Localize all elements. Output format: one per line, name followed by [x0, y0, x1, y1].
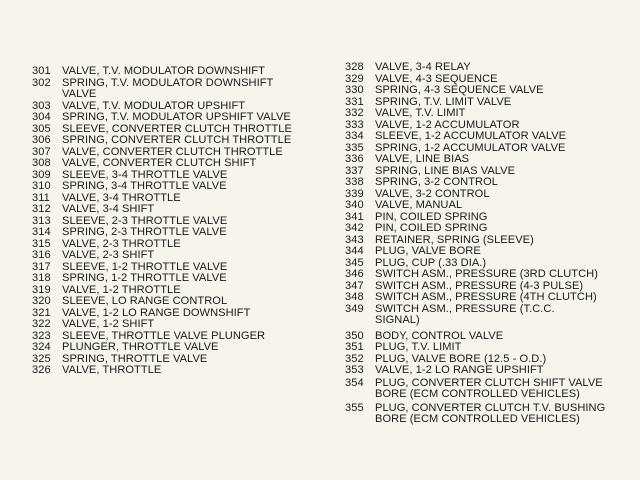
part-number: 339 [345, 187, 364, 200]
part-description [375, 403, 605, 426]
part-description-line: PIN, COILED SPRING [375, 210, 488, 223]
part-description [62, 227, 227, 239]
part-number: 310 [32, 180, 51, 192]
part-description-line: SWITCH ASM., PRESSURE (3RD CLUTCH) [375, 268, 598, 280]
part-description-line: BORE (ECM CONTROLLED VEHICLES) [375, 388, 580, 400]
part-description [62, 250, 154, 262]
part-description-line: VALVE, THROTTLE [62, 364, 162, 376]
part-description-line: VALVE, 4-3 SEQUENCE [375, 72, 498, 85]
part-description-line: SLEEVE, CONVERTER CLUTCH THROTTLE [62, 122, 292, 135]
part-description [62, 319, 154, 331]
part-entry [345, 269, 605, 281]
part-number: 337 [345, 164, 364, 177]
part-number: 314 [32, 226, 51, 238]
part-number: 354 [345, 376, 364, 389]
part-entry [345, 403, 605, 426]
part-description-line: SPRING, T.V. LIMIT VALVE [375, 95, 512, 108]
part-number: 343 [345, 233, 364, 246]
part-description-line: VALVE, LINE BIAS [375, 153, 470, 165]
part-description-line: SPRING, 4-3 SEQUENCE VALVE [375, 84, 544, 96]
part-number: 311 [32, 191, 50, 204]
part-entry [345, 62, 605, 74]
part-entry [345, 246, 605, 258]
part-number: 338 [345, 176, 364, 188]
part-description-line: SLEEVE, THROTTLE VALVE PLUNGER [62, 329, 266, 342]
part-description [62, 296, 227, 308]
part-description-line: VALVE, 1-2 THROTTLE [62, 283, 181, 296]
part-description-line: SPRING, LINE BIAS VALVE [375, 164, 516, 177]
part-number: 342 [345, 222, 364, 234]
part-description-line: SLEEVE, 1-2 THROTTLE VALVE [62, 260, 228, 273]
part-number: 352 [345, 352, 364, 365]
part-description-line: SPRING, 1-2 ACCUMULATOR VALVE [375, 141, 566, 154]
part-number: 322 [32, 318, 51, 330]
part-description [375, 108, 465, 120]
part-number: 346 [345, 268, 364, 280]
part-description [62, 78, 273, 101]
part-description-line: VALVE, CONVERTER CLUTCH SHIFT [62, 157, 257, 169]
part-description-line: PLUG, CUP (.33 DIA.) [375, 256, 487, 269]
part-entry [32, 296, 292, 308]
part-description [375, 365, 544, 377]
part-number: 319 [32, 283, 51, 296]
part-number: 333 [345, 118, 364, 131]
part-number: 306 [32, 134, 51, 146]
part-entry [345, 378, 605, 401]
part-description-line: PLUG, VALVE BORE [375, 245, 481, 257]
part-entry [32, 319, 292, 331]
part-description-line: VALVE, T.V. MODULATOR UPSHIFT [62, 99, 246, 112]
part-description-line: PLUG, T.V. LIMIT [375, 341, 462, 353]
part-description-line: SIGNAL) [375, 314, 420, 326]
part-number: 304 [32, 111, 51, 123]
part-entry [32, 112, 292, 124]
part-description-line: SPRING, 3-4 THROTTLE VALVE [62, 180, 227, 192]
part-description [375, 177, 498, 189]
part-description [62, 181, 227, 193]
part-number: 321 [32, 306, 51, 319]
part-entry [345, 154, 605, 166]
part-number: 344 [345, 245, 364, 257]
part-description-line: VALVE, CONVERTER CLUTCH THROTTLE [62, 145, 283, 158]
part-number: 302 [32, 76, 51, 89]
part-entry [32, 204, 292, 216]
part-description [62, 158, 256, 170]
part-description-line: PIN, COILED SPRING [375, 222, 488, 234]
part-entry [345, 365, 605, 377]
part-description-line: SPRING, 3-2 CONTROL [375, 176, 499, 188]
part-description [375, 131, 566, 143]
part-description [375, 62, 471, 74]
part-description-line: PLUG, CONVERTER CLUTCH T.V. BUSHING [375, 401, 606, 414]
part-entry [32, 66, 292, 78]
part-number: 348 [345, 291, 364, 303]
part-description [62, 273, 227, 285]
part-entry [345, 304, 605, 327]
part-description-line: SPRING, 1-2 THROTTLE VALVE [62, 272, 227, 284]
part-description-line: VALVE, 2-3 THROTTLE [62, 237, 181, 250]
part-description-line: VALVE, T.V. MODULATOR DOWNSHIFT [62, 65, 265, 77]
part-description [375, 269, 598, 281]
part-description [375, 378, 603, 401]
part-number: 328 [345, 61, 364, 73]
part-entry [32, 227, 292, 239]
part-description [375, 342, 462, 354]
part-entry [32, 78, 292, 101]
part-description-line: SPRING, CONVERTER CLUTCH THROTTLE [62, 134, 292, 146]
part-number: 331 [345, 95, 364, 108]
part-description-line: VALVE, 2-3 SHIFT [62, 249, 155, 261]
part-number: 313 [32, 214, 51, 227]
part-entry [32, 181, 292, 193]
part-entry [345, 108, 605, 120]
part-description-line: VALVE, 3-4 RELAY [375, 61, 471, 73]
part-description [375, 292, 597, 304]
part-description [62, 365, 161, 377]
part-description-line: SPRING, 2-3 THROTTLE VALVE [62, 226, 227, 238]
part-description-line: VALVE, 1-2 LO RANGE UPSHIFT [375, 364, 544, 376]
part-entry [345, 85, 605, 97]
part-number: 336 [345, 153, 364, 165]
part-description-line: SLEEVE, 3-4 THROTTLE VALVE [62, 168, 228, 181]
part-description-line: SWITCH ASM., PRESSURE (4-3 PULSE) [375, 279, 584, 292]
part-number: 324 [32, 341, 51, 353]
part-entry [345, 177, 605, 189]
part-description-line: BORE (ECM CONTROLLED VEHICLES) [375, 413, 580, 425]
part-description [375, 85, 544, 97]
part-number: 351 [345, 341, 364, 353]
part-number: 349 [345, 302, 364, 315]
part-description [62, 112, 291, 124]
part-number: 330 [345, 84, 364, 96]
part-number: 341 [345, 210, 364, 223]
part-entry [32, 135, 292, 147]
part-number: 320 [32, 295, 51, 307]
part-entry [32, 342, 292, 354]
part-description-line: RETAINER, SPRING (SLEEVE) [375, 233, 534, 246]
part-entry [345, 292, 605, 304]
part-number: 317 [32, 260, 51, 273]
part-number: 301 [32, 65, 51, 77]
part-description [62, 204, 154, 216]
part-number: 315 [32, 237, 51, 250]
part-description-line: VALVE, 3-4 THROTTLE [62, 191, 181, 204]
part-description-line: SLEEVE, 2-3 THROTTLE VALVE [62, 214, 228, 227]
part-description-line: SPRING, THROTTLE VALVE [62, 352, 208, 365]
part-entry [345, 223, 605, 235]
part-description-line: VALVE, 1-2 SHIFT [62, 318, 155, 330]
part-description-line: SWITCH ASM., PRESSURE (4TH CLUTCH) [375, 291, 597, 303]
part-description-line: VALVE, MANUAL [375, 199, 463, 211]
part-description [62, 135, 291, 147]
part-entry [345, 131, 605, 143]
part-number: 312 [32, 203, 51, 215]
part-number: 329 [345, 72, 364, 85]
part-number: 334 [345, 130, 364, 142]
part-description [375, 246, 481, 258]
part-number: 323 [32, 329, 51, 342]
part-number: 350 [345, 329, 364, 342]
part-description-line: BODY, CONTROL VALVE [375, 329, 504, 342]
part-number: 303 [32, 99, 51, 112]
parts-column-left [32, 66, 292, 377]
part-number: 308 [32, 157, 51, 169]
part-description-line: SLEEVE, 1-2 ACCUMULATOR VALVE [375, 130, 567, 142]
part-description-line: VALVE, 1-2 ACCUMULATOR [375, 118, 520, 131]
part-number: 316 [32, 249, 51, 261]
part-number: 318 [32, 272, 51, 284]
part-description-line: VALVE, 3-4 SHIFT [62, 203, 155, 215]
part-description [62, 342, 219, 354]
part-number: 347 [345, 279, 364, 292]
part-entry [32, 158, 292, 170]
part-description-line: SPRING, T.V. MODULATOR UPSHIFT VALVE [62, 111, 291, 123]
part-description-line: VALVE, 1-2 LO RANGE DOWNSHIFT [62, 306, 251, 319]
part-description-line: PLUG, CONVERTER CLUTCH SHIFT VALVE [375, 376, 603, 389]
part-description-line: VALVE [62, 88, 97, 100]
part-number: 332 [345, 107, 364, 119]
part-description-line: PLUG, VALVE BORE (12.5 - O.D.) [375, 352, 547, 365]
part-entry [345, 200, 605, 212]
part-number: 353 [345, 364, 364, 376]
parts-column-right [345, 62, 605, 426]
part-entry [32, 273, 292, 285]
part-description-line: SWITCH ASM., PRESSURE (T.C.C. [375, 302, 555, 315]
part-description [375, 154, 469, 166]
part-description [375, 223, 487, 235]
part-entry [345, 342, 605, 354]
part-entry [32, 250, 292, 262]
part-description-line: PLUNGER, THROTTLE VALVE [62, 341, 219, 353]
part-description-line: VALVE, 3-2 CONTROL [375, 187, 490, 200]
part-number: 325 [32, 352, 51, 365]
part-number: 309 [32, 168, 51, 181]
part-description-line: SPRING, T.V. MODULATOR DOWNSHIFT [62, 76, 274, 89]
part-number: 340 [345, 199, 364, 211]
part-number: 345 [345, 256, 364, 269]
part-number: 335 [345, 141, 364, 154]
part-entry [32, 365, 292, 377]
part-number: 307 [32, 145, 51, 158]
part-description-line: VALVE, T.V. LIMIT [375, 107, 466, 119]
part-description [375, 200, 462, 212]
part-description-line: SLEEVE, LO RANGE CONTROL [62, 295, 228, 307]
part-number: 326 [32, 364, 51, 376]
part-number: 355 [345, 401, 364, 414]
part-description [375, 304, 555, 327]
part-number: 305 [32, 122, 51, 135]
part-description [62, 66, 265, 78]
